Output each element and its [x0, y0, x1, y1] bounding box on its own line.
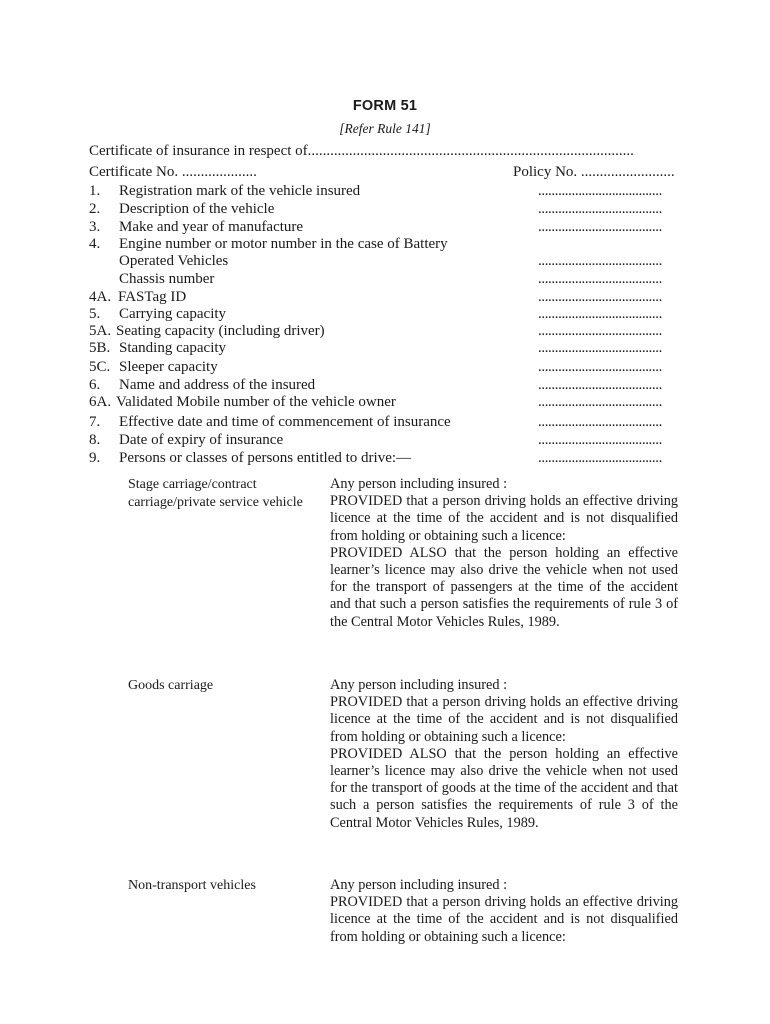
item-dots: .....................................: [538, 306, 662, 322]
item-number: 4A.: [89, 289, 112, 305]
item-number: 7.: [89, 414, 101, 430]
item-number: 5C.: [89, 359, 111, 375]
driver-conditions-non-transport: [330, 877, 678, 946]
driver-conditions-stage-carriage: [330, 476, 678, 631]
item-number: 5.: [89, 306, 101, 322]
item-sleeper-capacity: Sleeper capacity: [119, 359, 218, 375]
condition-proviso: PROVIDED that a person driving holds an effective driving licence at the time of the accident and is not disqualified from holding or obtaining such a licence:: [330, 894, 678, 945]
item-dots: .....................................: [538, 271, 662, 287]
item-seating-capacity: Seating capacity (including driver): [116, 323, 325, 339]
item-dots: .....................................: [538, 323, 662, 339]
item-carrying-capacity: Carrying capacity: [119, 306, 227, 322]
item-fastag-id: FASTag ID: [118, 289, 187, 305]
item-number: 6A.: [89, 394, 112, 410]
form-subtitle: [Refer Rule 141]: [339, 121, 431, 136]
item-chassis-number: Chassis number: [119, 271, 215, 287]
item-persons-entitled: Persons or classes of persons entitled to drive:—: [119, 450, 412, 466]
condition-proviso: PROVIDED that a person driving holds an effective driving licence at the time of the accident and is not disqualified from holding or obtaining such a licence:: [330, 694, 678, 745]
item-dots: .....................................: [538, 450, 662, 466]
item-number: 1.: [89, 183, 101, 199]
condition-proviso-also: PROVIDED ALSO that the person holding an effective learner’s licence may also drive the vehicle when not used for the transport of passengers at the time of the accident and that such a person satisfies the requirements of rule 3 of the Central Motor Vehicles Rules, 1989.: [330, 544, 678, 630]
item-make-year: Make and year of manufacture: [119, 219, 304, 235]
condition-proviso-also: PROVIDED ALSO that the person holding an effective learner’s licence may also drive the vehicle when not used for the transport of goods at the time of the accident and that such a person satisfies the requirements of rule 3 of the Central Motor Vehicles Rules, 1989.: [330, 745, 678, 831]
item-number: 3.: [89, 219, 101, 235]
certificate-in-respect-of: Certificate of insurance in respect of.......................................................................................: [89, 143, 634, 159]
item-number: 9.: [89, 450, 101, 466]
item-description: Description of the vehicle: [119, 201, 275, 217]
item-operated-vehicles: Operated Vehicles: [119, 253, 229, 269]
item-number: 2.: [89, 201, 101, 217]
item-dots: .....................................: [538, 253, 662, 269]
driver-class-stage-carriage: Stage carriage/contract carriage/private service vehicle: [128, 477, 303, 510]
item-dots: .....................................: [538, 394, 662, 410]
item-dots: .....................................: [538, 377, 662, 393]
item-number: 4.: [89, 236, 101, 252]
item-number: 5A.: [89, 323, 112, 339]
driver-class-non-transport: Non-transport vehicles: [128, 878, 256, 893]
item-engine-number: Engine number or motor number in the case of Battery: [119, 236, 448, 252]
item-number: 5B.: [89, 340, 111, 356]
condition-proviso: PROVIDED that a person driving holds an effective driving licence at the time of the accident and is not disqualified from holding or obtaining such a licence:: [330, 493, 678, 544]
item-dots: .....................................: [538, 219, 662, 235]
driver-class-goods-carriage: Goods carriage: [128, 678, 214, 693]
item-number: 8.: [89, 432, 101, 448]
item-dots: .....................................: [538, 359, 662, 375]
form-title: FORM 51: [352, 98, 418, 114]
item-dots: .....................................: [538, 432, 662, 448]
item-dots: .....................................: [538, 183, 662, 199]
condition-line: Any person including insured :: [330, 677, 508, 693]
item-effective-date: Effective date and time of commencement of insurance: [119, 414, 451, 430]
item-name-address: Name and address of the insured: [119, 377, 316, 393]
item-dots: .....................................: [538, 340, 662, 356]
item-dots: .....................................: [538, 289, 662, 305]
item-dots: .....................................: [538, 414, 662, 430]
item-standing-capacity: Standing capacity: [119, 340, 227, 356]
driver-conditions-goods-carriage: [330, 677, 678, 832]
item-expiry-date: Date of expiry of insurance: [119, 432, 284, 448]
certificate-number: Certificate No. ....................: [89, 164, 257, 180]
item-dots: .....................................: [538, 201, 662, 217]
item-mobile-number: Validated Mobile number of the vehicle owner: [116, 394, 396, 410]
item-registration-mark: Registration mark of the vehicle insured: [119, 183, 361, 199]
item-number: 6.: [89, 377, 101, 393]
condition-line: Any person including insured :: [330, 877, 508, 893]
policy-number: Policy No. .........................: [513, 164, 675, 180]
condition-line: Any person including insured :: [330, 476, 508, 492]
